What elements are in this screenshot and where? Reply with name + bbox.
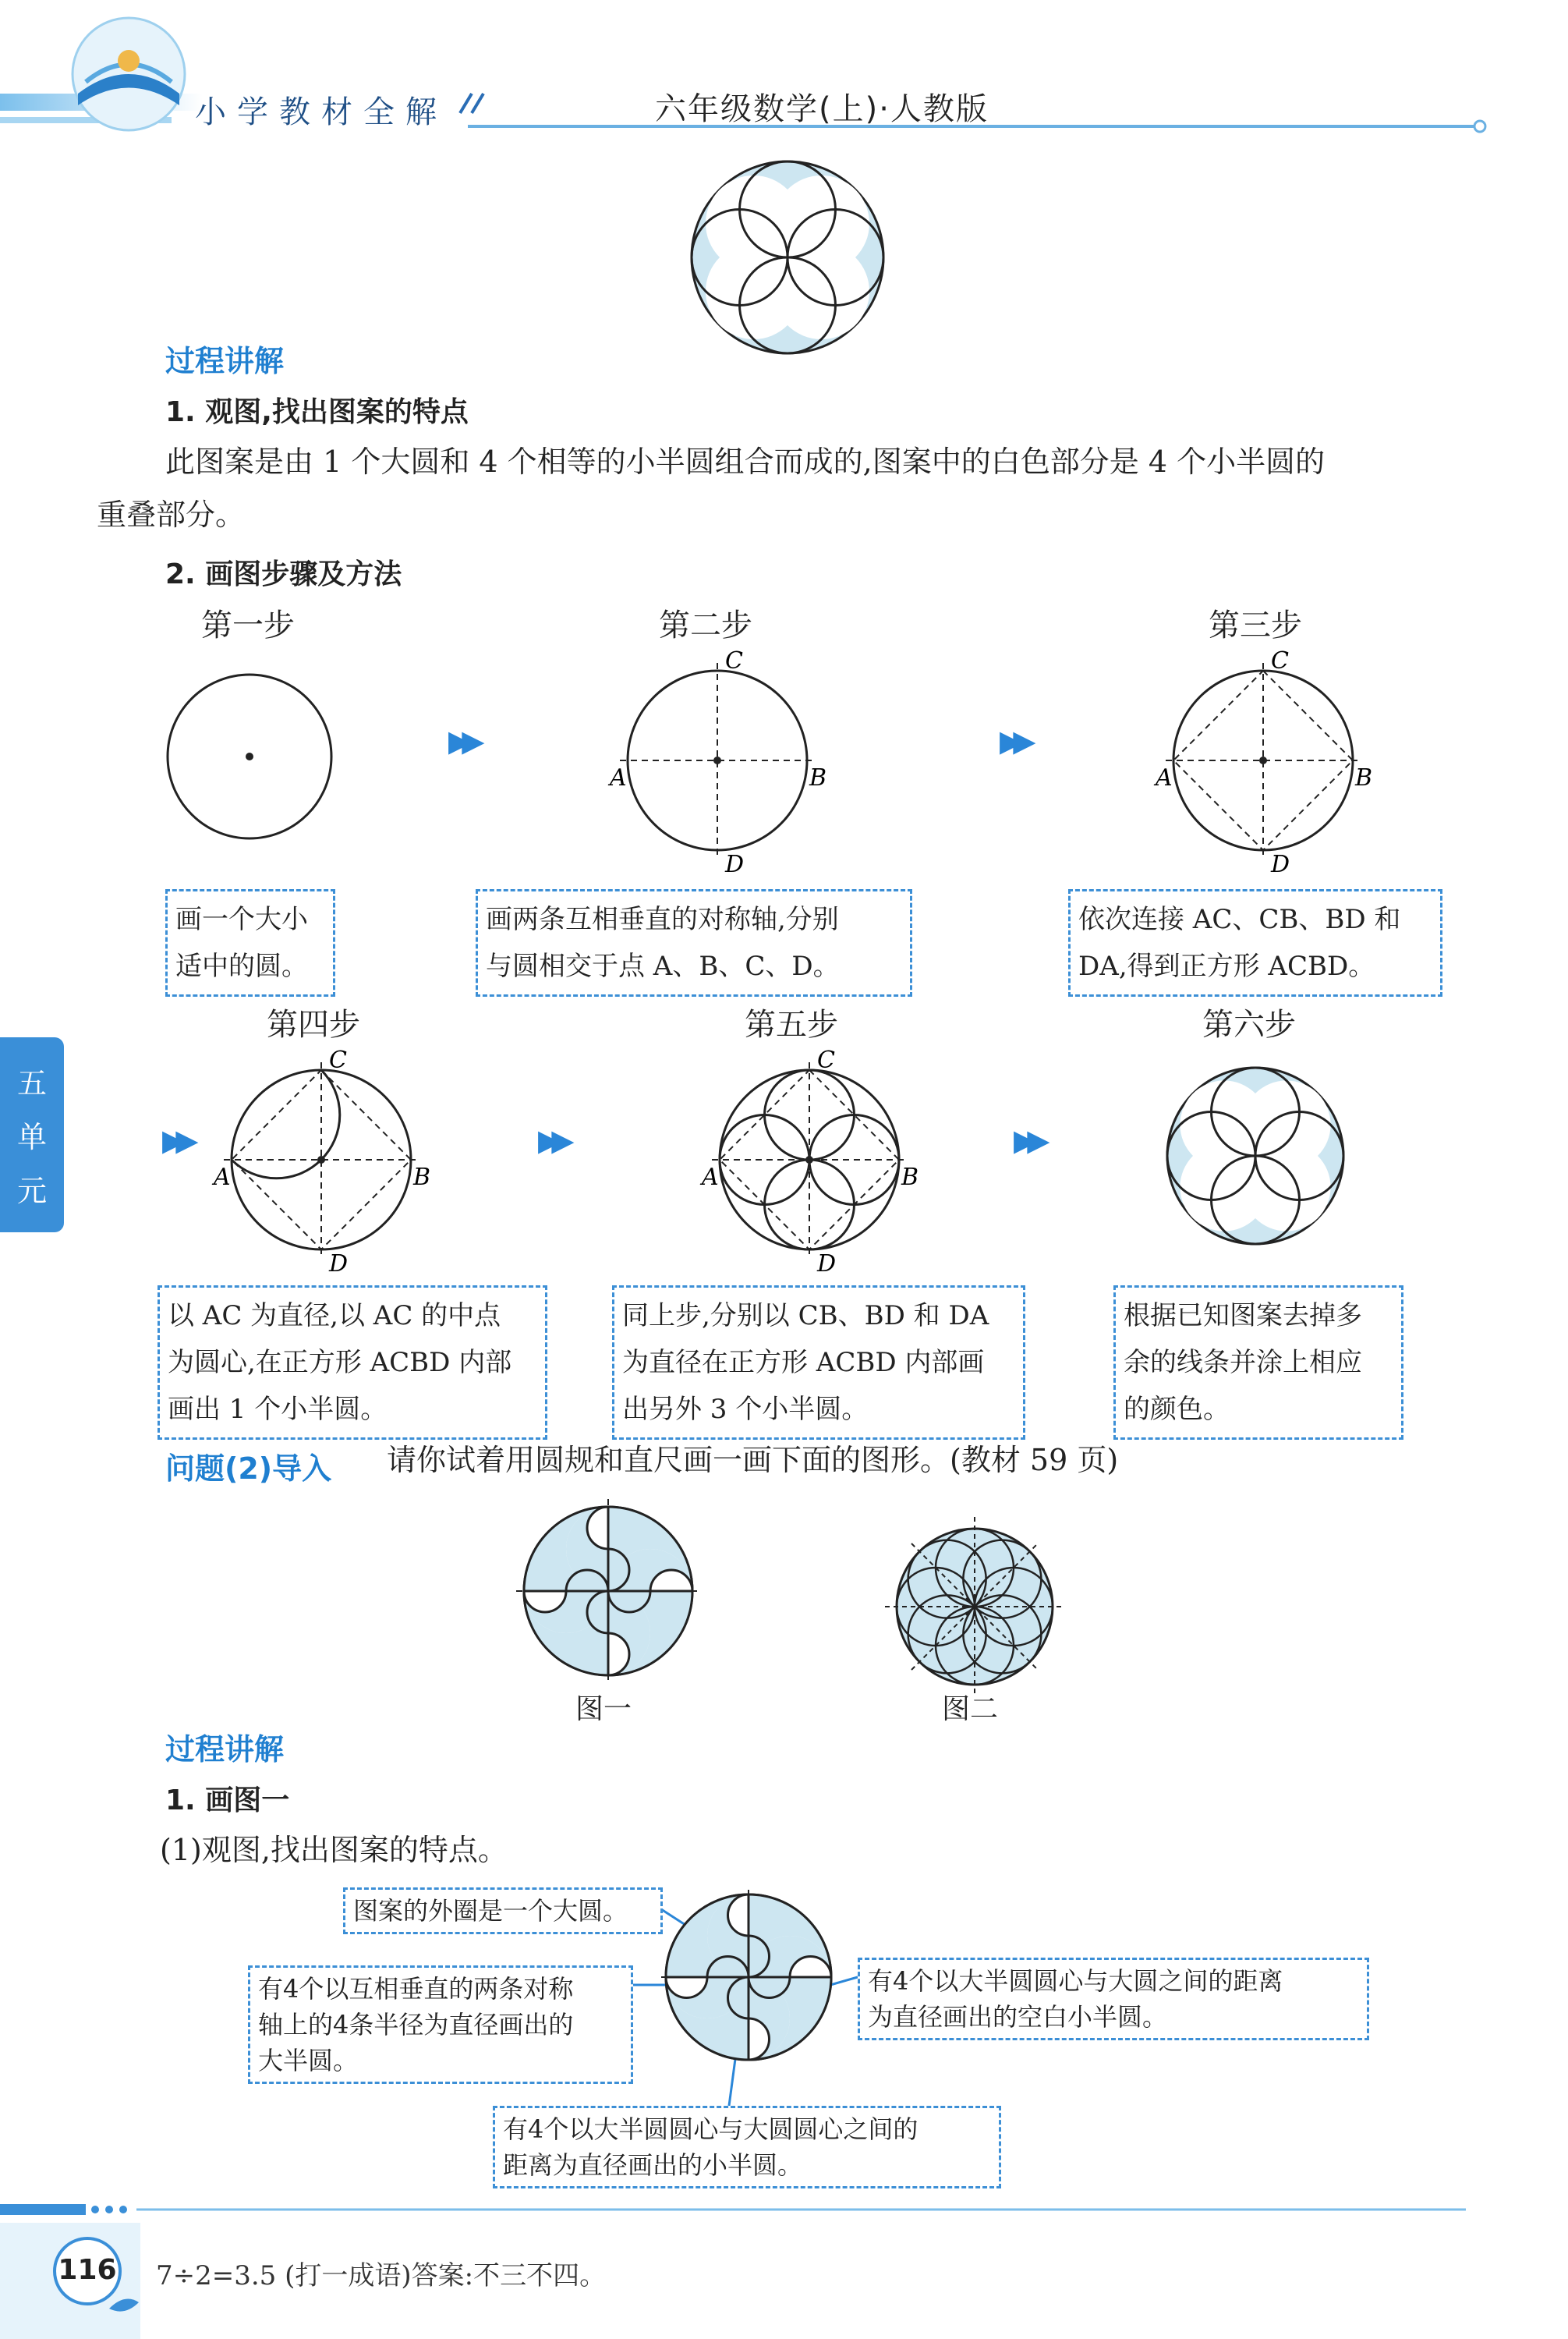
callout-line: 有4个以大半圆圆心与大圆圆心之间的: [503, 2114, 919, 2144]
callout-line: 轴上的4条半径为直径画出的: [258, 2010, 574, 2040]
unit-tab-char: 五: [16, 1066, 47, 1100]
point-label-d: D: [817, 1250, 837, 1273]
figure1-caption: 图一: [575, 1693, 632, 1725]
desc-line: DA,得到正方形 ACBD。: [1078, 951, 1375, 982]
desc-line: 为圆心,在正方形 ACBD 内部: [168, 1347, 512, 1378]
unit-tab-char: 元: [16, 1174, 47, 1208]
desc-line: 适中的圆。: [175, 951, 308, 982]
section-heading: 过程讲解: [165, 344, 285, 378]
point-label-a: A: [610, 764, 627, 792]
series-title: 小学教材全解: [195, 94, 448, 130]
step-title: 第五步: [745, 1007, 838, 1043]
point-label-a: A: [1156, 764, 1173, 792]
callout-left: [248, 1965, 633, 2084]
next-arrow-icon: ▶▶: [448, 724, 476, 758]
footer-riddle: 7÷2=3.5 (打一成语)答案:不三不四。: [156, 2260, 607, 2291]
sub-title: 1. 画图一: [165, 1784, 290, 1816]
step-title: 第六步: [1202, 1007, 1296, 1043]
callout-outer: [343, 1887, 663, 1934]
point-label-b: B: [1355, 764, 1373, 792]
problem2-text: 请你试着用圆规和直尺画一画下面的图形。(教材 59 页): [387, 1443, 1119, 1477]
desc-line: 的颜色。: [1124, 1394, 1230, 1425]
point-label-b: B: [413, 1164, 431, 1191]
next-arrow-icon: ▶▶: [1014, 1123, 1041, 1157]
step-title: 第一步: [201, 608, 295, 643]
paragraph-line: 此图案是由 1 个大圆和 4 个相等的小半圆组合而成的,图案中的白色部分是 4 个小半圆的: [165, 445, 1326, 479]
desc-line: 画出 1 个小半圆。: [168, 1394, 388, 1425]
point-label-a: A: [702, 1164, 719, 1191]
point-label-d: D: [329, 1250, 349, 1273]
unit-tab-char: 单: [16, 1120, 47, 1154]
desc-line: 与圆相交于点 A、B、C、D。: [486, 951, 840, 982]
callout-line: 图案的外圈是一个大圆。: [353, 1896, 628, 1926]
desc-line: 为直径在正方形 ACBD 内部画: [622, 1347, 985, 1378]
next-arrow-icon: ▶▶: [1000, 724, 1027, 758]
step2-title: 2. 画图步骤及方法: [165, 558, 402, 590]
callout-line: 大半圆。: [258, 2046, 359, 2075]
step1-title: 1. 观图,找出图案的特点: [165, 396, 469, 428]
page-number: 116: [58, 2254, 117, 2286]
step-title: 第四步: [267, 1007, 360, 1043]
step-title: 第三步: [1209, 608, 1302, 643]
callout-line: 距离为直径画出的小半圆。: [503, 2150, 803, 2180]
section-heading: 过程讲解: [165, 1732, 285, 1767]
point-label-b: B: [809, 764, 827, 792]
desc-line: 同上步,分别以 CB、BD 和 DA: [622, 1300, 989, 1331]
problem2-label: 问题(2)导入: [165, 1451, 332, 1486]
callout-right: [858, 1958, 1369, 2040]
desc-line: 画两条互相垂直的对称轴,分别: [486, 904, 839, 935]
point-label-a: A: [214, 1164, 231, 1191]
point-label-d: D: [1271, 851, 1290, 874]
point-label-b: B: [901, 1164, 919, 1191]
callout-line: 有4个以大半圆圆心与大圆之间的距离: [868, 1966, 1283, 1996]
book-title: 六年级数学(上)·人教版: [655, 91, 989, 127]
point-label-c: C: [1271, 647, 1289, 675]
desc-line: 根据已知图案去掉多: [1124, 1300, 1362, 1331]
callout-line: 为直径画出的空白小半圆。: [868, 2002, 1168, 2032]
callout-bottom: [493, 2106, 1001, 2188]
point-label-c: C: [725, 647, 743, 675]
point-label-d: D: [725, 851, 745, 874]
figure2-caption: 图二: [942, 1693, 999, 1725]
paragraph-line: 重叠部分。: [97, 498, 246, 532]
callout-line: 有4个以互相垂直的两条对称: [258, 1974, 574, 2004]
desc-line: 以 AC 为直径,以 AC 的中点: [168, 1300, 501, 1331]
step-title: 第二步: [659, 608, 752, 643]
next-arrow-icon: ▶▶: [538, 1123, 565, 1157]
pinwheel-figure-annotated: [659, 1887, 838, 2067]
desc-line: 出另外 3 个小半圆。: [622, 1394, 869, 1425]
point-label-c: C: [817, 1047, 835, 1074]
next-arrow-icon: ▶▶: [162, 1123, 189, 1157]
desc-line: 余的线条并涂上相应: [1124, 1347, 1362, 1378]
sub-step: (1)观图,找出图案的特点。: [160, 1833, 508, 1867]
point-label-c: C: [329, 1047, 347, 1074]
desc-line: 依次连接 AC、CB、BD 和: [1078, 904, 1401, 935]
desc-line: 画一个大小: [175, 904, 308, 935]
